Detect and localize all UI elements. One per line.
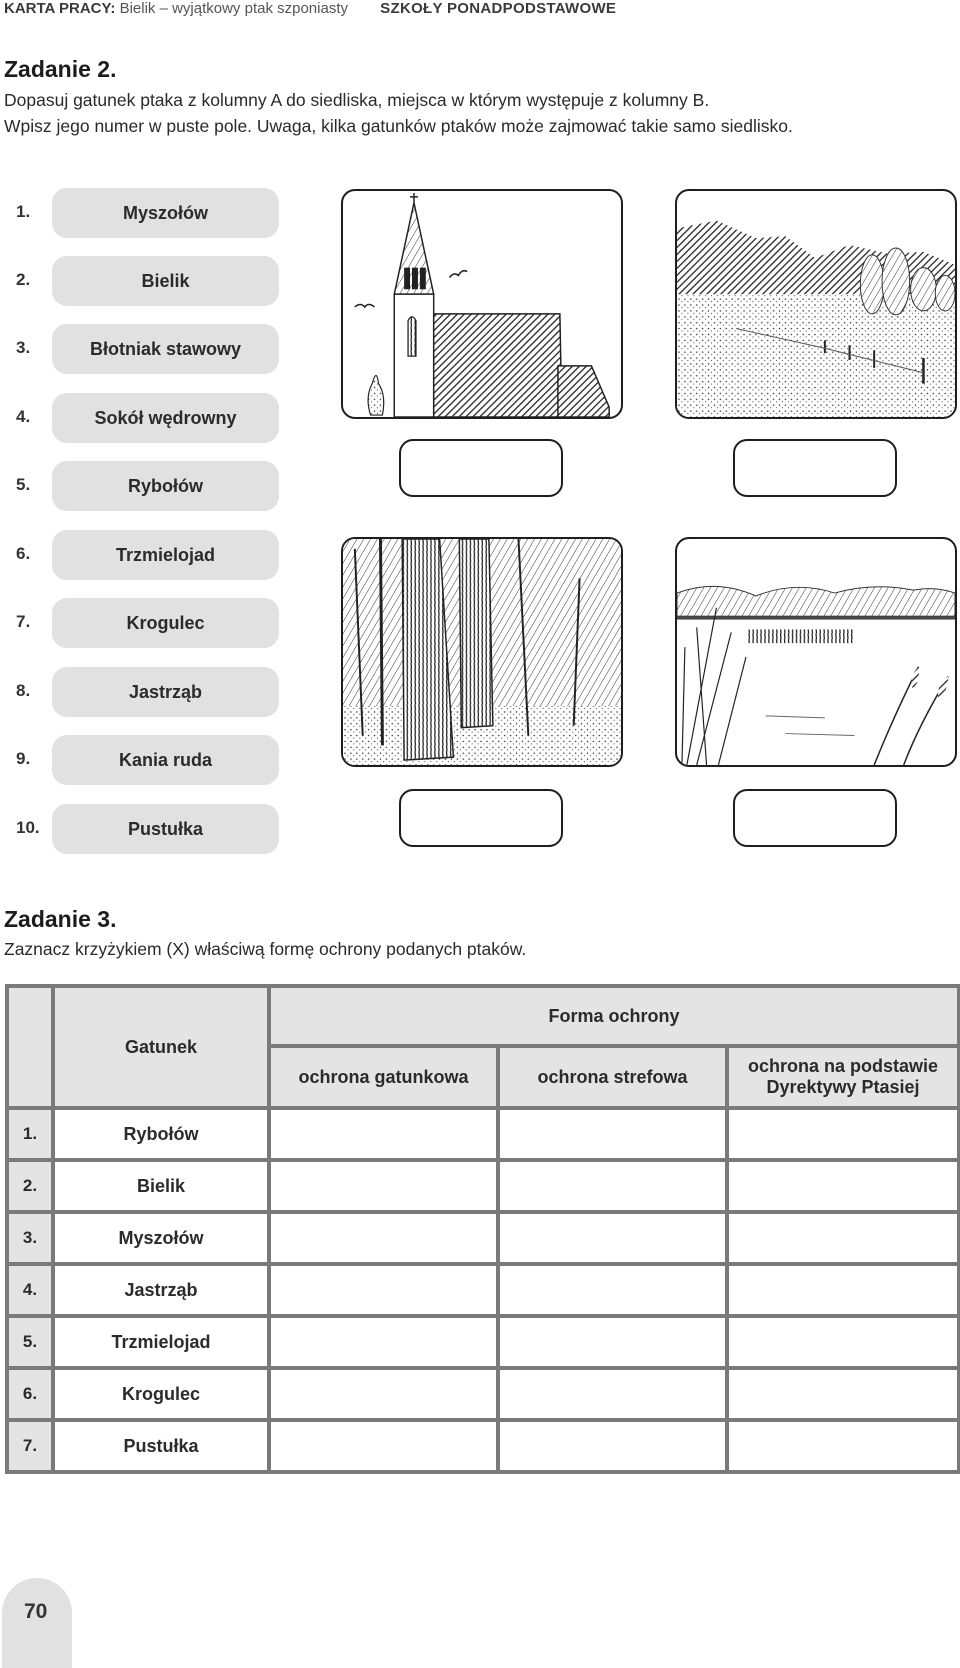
table-row: [7, 1316, 959, 1368]
species-name: Sokół wędrowny: [52, 393, 279, 443]
species-number: 9.: [16, 749, 31, 768]
task3-instruction: Zaznacz krzyżykiem (X) właściwą formę ochrony podanych ptaków.: [4, 939, 527, 959]
species-number: 1.: [16, 202, 31, 221]
row-species-name: Rybołów: [53, 1108, 269, 1160]
table-row: [7, 1264, 959, 1316]
cell-zone-protection[interactable]: [498, 1108, 727, 1160]
species-name: Jastrząb: [52, 667, 279, 717]
row-species-name: Bielik: [53, 1160, 269, 1212]
species-item: [0, 256, 290, 306]
species-item: [0, 804, 290, 854]
row-species-name: Trzmielojad: [53, 1316, 269, 1368]
species-name: Kania ruda: [52, 735, 279, 785]
row-species-name: Pustułka: [53, 1420, 269, 1472]
cell-zone-protection[interactable]: [498, 1420, 727, 1472]
species-item: [0, 324, 290, 374]
species-number: 4.: [16, 407, 31, 426]
species-item: [0, 461, 290, 511]
header-species-protection: ochrona gatunkowa: [269, 1046, 498, 1108]
cell-species-protection[interactable]: [269, 1420, 498, 1472]
row-species-name: Krogulec: [53, 1368, 269, 1420]
species-item: [0, 735, 290, 785]
page-number-tab: [2, 1578, 72, 1668]
header-species: Gatunek: [53, 986, 269, 1108]
row-number: 6.: [7, 1368, 53, 1420]
cell-species-protection[interactable]: [269, 1212, 498, 1264]
cell-birds-directive[interactable]: [727, 1316, 959, 1368]
task3-title: Zadanie 3.: [4, 906, 117, 932]
worksheet-header: [4, 0, 616, 17]
species-item: [0, 530, 290, 580]
row-number: 4.: [7, 1264, 53, 1316]
habitat-farmland-answer-box[interactable]: [733, 439, 897, 497]
species-item: [0, 188, 290, 238]
row-number: 5.: [7, 1316, 53, 1368]
header-birds-directive: [727, 1046, 959, 1108]
habitat-farmland-image: [675, 189, 957, 419]
species-item: [0, 393, 290, 443]
species-name: Myszołów: [52, 188, 279, 238]
cell-zone-protection[interactable]: [498, 1264, 727, 1316]
species-number: 8.: [16, 681, 31, 700]
cell-zone-protection[interactable]: [498, 1160, 727, 1212]
habitat-lake-image: [675, 537, 957, 767]
habitat-lake-answer-box[interactable]: [733, 789, 897, 847]
cell-zone-protection[interactable]: [498, 1368, 727, 1420]
cell-birds-directive[interactable]: [727, 1212, 959, 1264]
table-row: [7, 1420, 959, 1472]
species-item: [0, 667, 290, 717]
habitat-church-answer-box[interactable]: [399, 439, 563, 497]
species-number: 3.: [16, 338, 31, 357]
header-protection-form: Forma ochrony: [269, 986, 959, 1046]
table-row: [7, 1160, 959, 1212]
row-number: 3.: [7, 1212, 53, 1264]
habitat-forest-image: [341, 537, 623, 767]
row-number: 2.: [7, 1160, 53, 1212]
cell-zone-protection[interactable]: [498, 1316, 727, 1368]
header-label: KARTA PRACY:: [4, 0, 116, 17]
row-number: 7.: [7, 1420, 53, 1472]
header-zone-protection: ochrona strefowa: [498, 1046, 727, 1108]
species-item: [0, 598, 290, 648]
protection-table: [5, 984, 960, 1474]
table-row: [7, 1368, 959, 1420]
species-name: Krogulec: [52, 598, 279, 648]
task2-instruction-1: Dopasuj gatunek ptaka z kolumny A do siedliska, miejsca w którym występuje z kolumny B.: [4, 90, 710, 110]
cell-birds-directive[interactable]: [727, 1368, 959, 1420]
table-row: [7, 1108, 959, 1160]
row-species-name: Jastrząb: [53, 1264, 269, 1316]
row-species-name: Myszołów: [53, 1212, 269, 1264]
cell-birds-directive[interactable]: [727, 1160, 959, 1212]
header-birds-directive-line-2: Dyrektywy Ptasiej: [766, 1077, 920, 1097]
cell-species-protection[interactable]: [269, 1160, 498, 1212]
task2-title: Zadanie 2.: [4, 56, 117, 82]
habitat-forest-answer-box[interactable]: [399, 789, 563, 847]
cell-birds-directive[interactable]: [727, 1264, 959, 1316]
cell-zone-protection[interactable]: [498, 1212, 727, 1264]
species-name: Błotniak stawowy: [52, 324, 279, 374]
page-number: 70: [24, 1600, 48, 1623]
cell-birds-directive[interactable]: [727, 1108, 959, 1160]
task2-instruction-2: Wpisz jego numer w puste pole. Uwaga, kilka gatunków ptaków może zajmować takie samo siedlisko.: [4, 116, 793, 136]
species-number: 6.: [16, 544, 31, 563]
species-number: 10.: [16, 818, 40, 837]
species-name: Trzmielojad: [52, 530, 279, 580]
species-name: Bielik: [52, 256, 279, 306]
species-number: 5.: [16, 475, 31, 494]
row-number: 1.: [7, 1108, 53, 1160]
header-number-cell: [7, 986, 53, 1108]
species-number: 2.: [16, 270, 31, 289]
cell-species-protection[interactable]: [269, 1264, 498, 1316]
table-row: [7, 1212, 959, 1264]
header-school: SZKOŁY PONADPODSTAWOWE: [380, 0, 617, 17]
species-name: Rybołów: [52, 461, 279, 511]
species-name: Pustułka: [52, 804, 279, 854]
cell-species-protection[interactable]: [269, 1368, 498, 1420]
cell-species-protection[interactable]: [269, 1108, 498, 1160]
header-subject: Bielik – wyjątkowy ptak szponiasty: [119, 0, 348, 17]
habitat-church-image: [341, 189, 623, 419]
header-birds-directive-line-1: ochrona na podstawie: [748, 1056, 939, 1076]
cell-birds-directive[interactable]: [727, 1420, 959, 1472]
species-number: 7.: [16, 612, 31, 631]
cell-species-protection[interactable]: [269, 1316, 498, 1368]
